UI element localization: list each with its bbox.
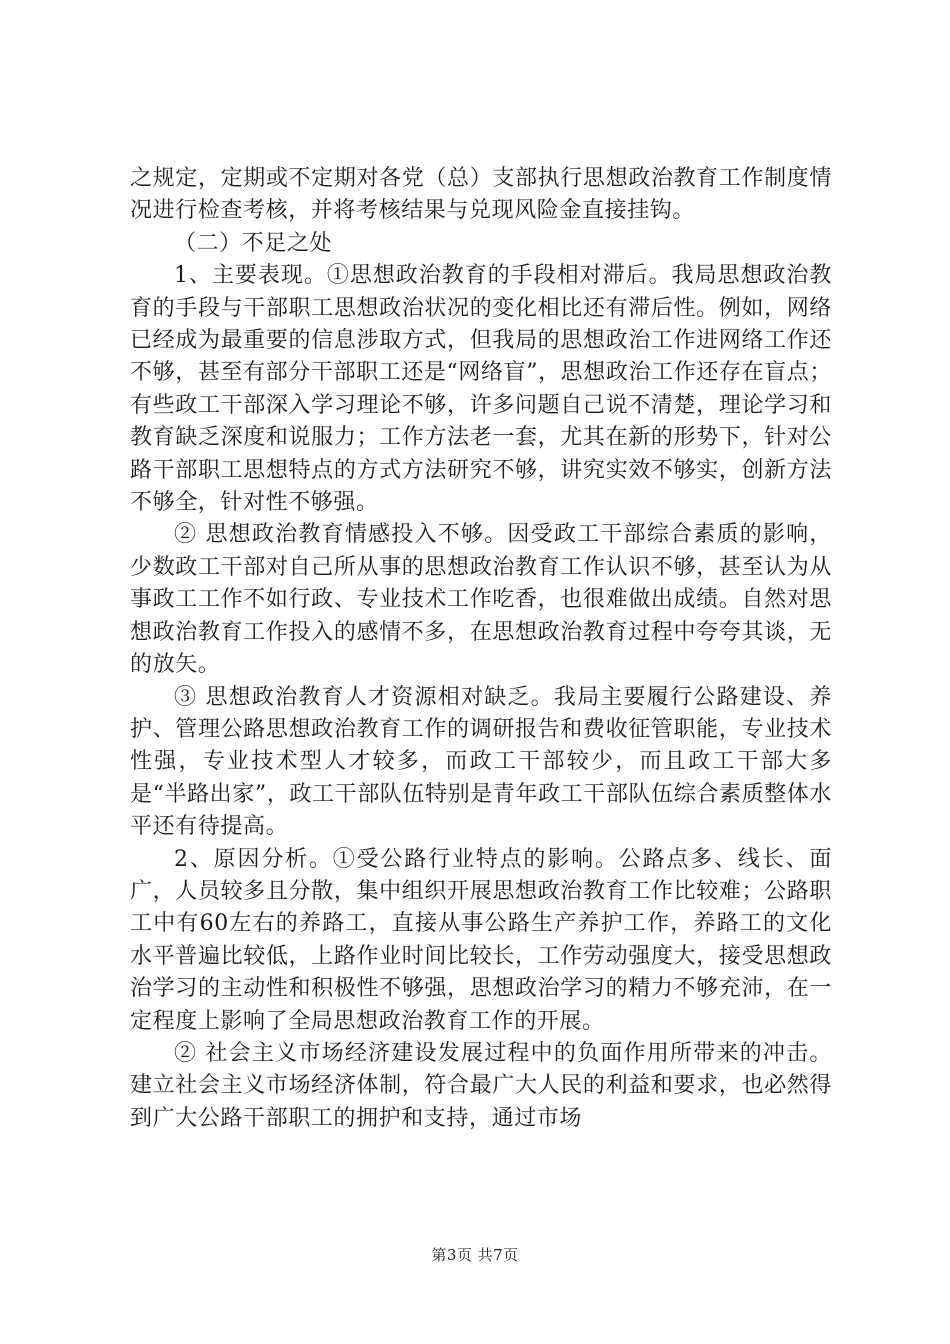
paragraph: 之规定，定期或不定期对各党（总）支部执行思想政治教育工作制度情况进行检查考核，并将考核结果与兑现风险金直接挂钩。 <box>130 166 832 224</box>
section-heading: （二）不足之处 <box>174 230 333 256</box>
paragraph: ③ 思想政治教育人才资源相对缺乏。我局主要履行公路建设、养护、管理公路思想政治教育工作的调研报告和费收征管职能，专业技术性强，专业技术型人才较多，而政工干部较少，而且政工干部大多是“半路出家”，政工干部队伍特别是青年政工干部队伍综合素质整体水平还有待提高。 <box>130 684 832 840</box>
paragraph: ② 社会主义市场经济建设发展过程中的负面作用所带来的冲击。建立社会主义市场经济体制，符合最广大人民的利益和要求，也必然得到广大公路干部职工的拥护和支持，通过市场 <box>130 1040 832 1131</box>
paragraph: 2、原因分析。①受公路行业特点的影响。公路点多、线长、面广，人员较多且分散，集中组织开展思想政治教育工作比较难；公路职工中有60左右的养路工，直接从事公路生产养护工作，养路工的文化水平普遍比较低，上路作业时间比较长，工作劳动强度大，接受思想政治学习的主动性和积极性不够强，思想政治学习的精力不够充沛，在一定程度上影响了全局思想政治教育工作的开展。 <box>130 846 832 1034</box>
paragraph: 1、主要表现。①思想政治教育的手段相对滞后。我局思想政治教育的手段与干部职工思想政治状况的变化相比还有滞后性。例如，网络已经成为最重要的信息涉取方式，但我局的思想政治工作进网络工作还不够，甚至有部分干部职工还是“网络盲”，思想政治工作还存在盲点；有些政工干部深入学习理论不够，许多问题自己说不清楚，理论学习和教育缺乏深度和说服力；工作方法老一套，尤其在新的形势下，针对公路干部职工思想特点的方式方法研究不够，讲究实效不够实，创新方法不够全，针对性不够强。 <box>130 263 832 516</box>
paragraph: ② 思想政治教育情感投入不够。因受政工干部综合素质的影响，少数政工干部对自己所从事的思想政治教育工作认识不够，甚至认为从事政工工作不如行政、专业技术工作吃香，也很难做出成绩。自然对思想政治教育工作投入的感情不多，在思想政治教育过程中夸夸其谈，无的放矢。 <box>130 522 832 678</box>
document-body <box>130 163 832 1135</box>
page-footer: 第3页 共7页 <box>431 1246 519 1264</box>
